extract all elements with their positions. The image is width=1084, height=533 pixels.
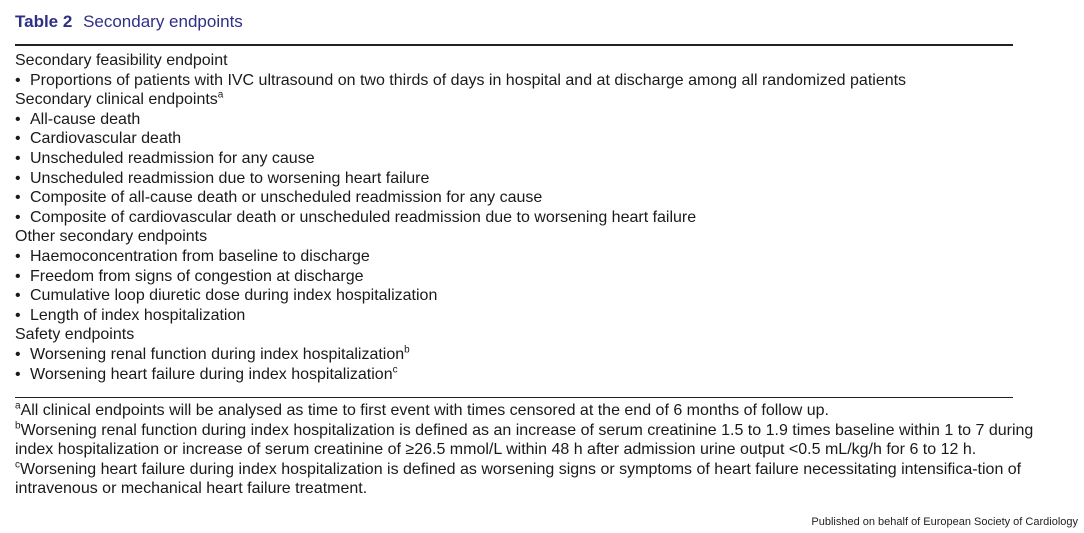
publisher-note: Published on behalf of European Society of Cardiology xyxy=(811,516,1078,528)
bullet-icon: • xyxy=(15,306,21,324)
bullet-icon: • xyxy=(15,208,21,226)
bullet-icon: • xyxy=(15,267,21,285)
section-heading: Safety endpoints xyxy=(15,326,135,344)
list-item: • Length of index hospitalization xyxy=(15,306,246,324)
list-item: • Unscheduled readmission for any cause xyxy=(15,149,315,167)
footnote-ref: c xyxy=(392,364,398,376)
list-item: • All-cause death xyxy=(15,110,141,128)
bullet-icon: • xyxy=(15,345,21,363)
list-item: • Unscheduled readmission due to worsening heart failure xyxy=(15,169,430,187)
footnote-rule xyxy=(15,397,1013,398)
list-item: • Proportions of patients with IVC ultrasound on two thirds of days in hospital and at discharge among all randomized patients xyxy=(15,71,907,89)
bullet-icon: • xyxy=(15,189,21,207)
table-body xyxy=(15,51,1035,384)
section-heading: Other secondary endpoints xyxy=(15,228,208,246)
list-item: • Composite of cardiovascular death or unscheduled readmission due to worsening heart failure xyxy=(15,208,697,226)
bullet-icon: • xyxy=(15,287,21,305)
bullet-icon: • xyxy=(15,169,21,187)
table-caption: Secondary endpoints xyxy=(83,12,243,31)
list-item: • Cumulative loop diuretic dose during index hospitalization xyxy=(15,287,438,305)
list-item: • Haemoconcentration from baseline to discharge xyxy=(15,247,370,265)
bullet-icon: • xyxy=(15,247,21,265)
list-item: • Cardiovascular death xyxy=(15,130,182,148)
footnote-a: $^a$All clinical endpoints will be analysed as time to first event with times censored at the end of 6 months of follow up. xyxy=(15,400,829,419)
bullet-icon: • xyxy=(15,365,21,383)
footnotes xyxy=(15,401,1075,499)
table-number: Table 2 xyxy=(15,12,73,31)
bullet-icon: • xyxy=(15,130,21,148)
list-item: • Freedom from signs of congestion at discharge xyxy=(15,267,364,285)
list-item: • Worsening heart failure during index hospitalization$^c$ xyxy=(15,364,398,383)
bullet-icon: • xyxy=(15,110,21,128)
section-heading: Secondary feasibility endpoint xyxy=(15,52,228,69)
footnote-c: $^c$Worsening heart failure during index hospitalization is defined as worsening signs or symptoms of heart failure necessitating intensifica-tion of intravenous or mechanical heart failure treatment. xyxy=(15,459,1022,498)
list-item: • Worsening renal function during index hospitalization$^b$ xyxy=(15,344,410,363)
section-heading: Secondary clinical endpoints$^a$ xyxy=(15,89,224,109)
table-title xyxy=(15,12,243,32)
top-rule xyxy=(15,44,1013,46)
bullet-icon: • xyxy=(15,71,21,89)
footnote-ref: a xyxy=(217,89,224,101)
footnote-b: $^b$Worsening renal function during index hospitalization is defined as an increase of serum creatinine 1.5 to 1.9 times baseline within 1 to 7 during index hospitalization or increase of serum creatinine of ≥26.5 mmol/L within 48 h after admission urine output <0.5 mL/kg/h for 6 to 12 h. xyxy=(15,420,1034,459)
bullet-icon: • xyxy=(15,149,21,167)
list-item: • Composite of all-cause death or unscheduled readmission for any cause xyxy=(15,189,543,207)
footnote-ref: b xyxy=(404,344,410,356)
